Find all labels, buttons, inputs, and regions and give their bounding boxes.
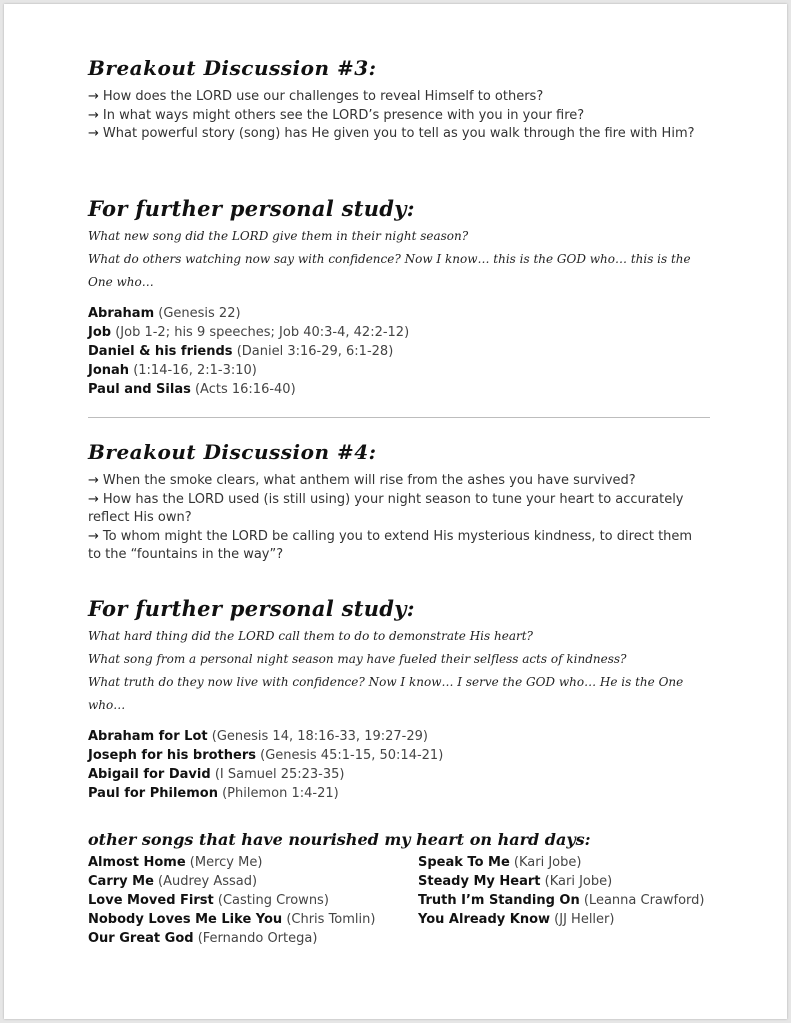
discussion-4-title: Breakout Discussion #4: [88, 440, 377, 464]
song-item: Speak To Me (Kari Jobe) [418, 855, 582, 870]
study-3-section [88, 196, 708, 399]
document-page [4, 4, 787, 1019]
question-item: What new song did the LORD give them in their night season? [88, 229, 469, 243]
arrow-icon: → [88, 89, 99, 104]
song-item: Truth I’m Standing On (Leanna Crawford) [418, 893, 705, 908]
reference-item: Abigail for David (I Samuel 25:23-35) [88, 767, 345, 782]
study-4-references [88, 727, 708, 803]
songs-section [88, 830, 708, 948]
arrow-icon: → [88, 126, 99, 141]
study-3-title: For further personal study: [88, 196, 415, 221]
study-4-title: For further personal study: [88, 596, 415, 621]
songs-list [88, 853, 708, 948]
songs-right-column [418, 853, 704, 948]
bullet-item: → How does the LORD use our challenges to reveal Himself to others? [88, 89, 544, 104]
song-item: You Already Know (JJ Heller) [418, 912, 615, 927]
study-4-section [88, 596, 708, 803]
song-item: Steady My Heart (Kari Jobe) [418, 874, 613, 889]
question-item: What truth do they now live with confidence? Now I know… I serve the GOD who… He is the One who… [88, 675, 684, 712]
discussion-3-title: Breakout Discussion #3: [88, 56, 377, 80]
bullet-item: → When the smoke clears, what anthem will rise from the ashes you have survived? [88, 473, 636, 488]
arrow-icon: → [88, 528, 99, 544]
study-4-questions [88, 625, 708, 717]
arrow-icon: → [88, 473, 99, 488]
song-item: Almost Home (Mercy Me) [88, 855, 263, 870]
reference-item: Paul for Philemon (Philemon 1:4-21) [88, 786, 339, 801]
study-3-questions [88, 225, 708, 294]
reference-item: Abraham for Lot (Genesis 14, 18:16-33, 19:27-29) [88, 729, 428, 744]
discussion-3-section [88, 56, 708, 144]
song-item: Nobody Loves Me Like You (Chris Tomlin) [88, 912, 376, 927]
bullet-item: → To whom might the LORD be calling you to extend His mysterious kindness, to direct them to the “fountains in the way”? [88, 528, 693, 562]
reference-item: Job (Job 1-2; his 9 speeches; Job 40:3-4, 42:2-12) [88, 325, 410, 340]
song-item: Carry Me (Audrey Assad) [88, 874, 258, 889]
question-item: What hard thing did the LORD call them to do to demonstrate His heart? [88, 629, 533, 643]
bullet-item: → How has the LORD used (is still using) your night season to tune your heart to accurately reflect His own? [88, 491, 684, 525]
reference-item: Abraham (Genesis 22) [88, 306, 241, 321]
section-divider [88, 417, 710, 418]
discussion-4-section [88, 440, 708, 565]
discussion-3-bullets [88, 88, 708, 144]
discussion-4-bullets [88, 472, 708, 565]
arrow-icon: → [88, 107, 99, 123]
question-item: What song from a personal night season may have fueled their selfless acts of kindness? [88, 652, 627, 666]
reference-item: Daniel & his friends (Daniel 3:16-29, 6:1-28) [88, 344, 394, 359]
reference-item: Jonah (1:14-16, 2:1-3:10) [88, 363, 257, 378]
study-3-references [88, 304, 708, 399]
songs-title: other songs that have nourished my heart on hard days: [88, 830, 591, 849]
reference-item: Joseph for his brothers (Genesis 45:1-15, 50:14-21) [88, 748, 444, 763]
arrow-icon: → [88, 491, 99, 507]
question-item: What do others watching now say with confidence? Now I know… this is the GOD who… this is the One who… [88, 252, 691, 289]
bullet-item: → In what ways might others see the LORD’s presence with you in your fire? [88, 107, 585, 123]
reference-item: Paul and Silas (Acts 16:16-40) [88, 382, 296, 397]
song-item: Our Great God (Fernando Ortega) [88, 931, 318, 946]
bullet-item: → What powerful story (song) has He given you to tell as you walk through the fire with Him? [88, 126, 695, 141]
songs-left-column [88, 853, 418, 948]
song-item: Love Moved First (Casting Crowns) [88, 893, 329, 908]
